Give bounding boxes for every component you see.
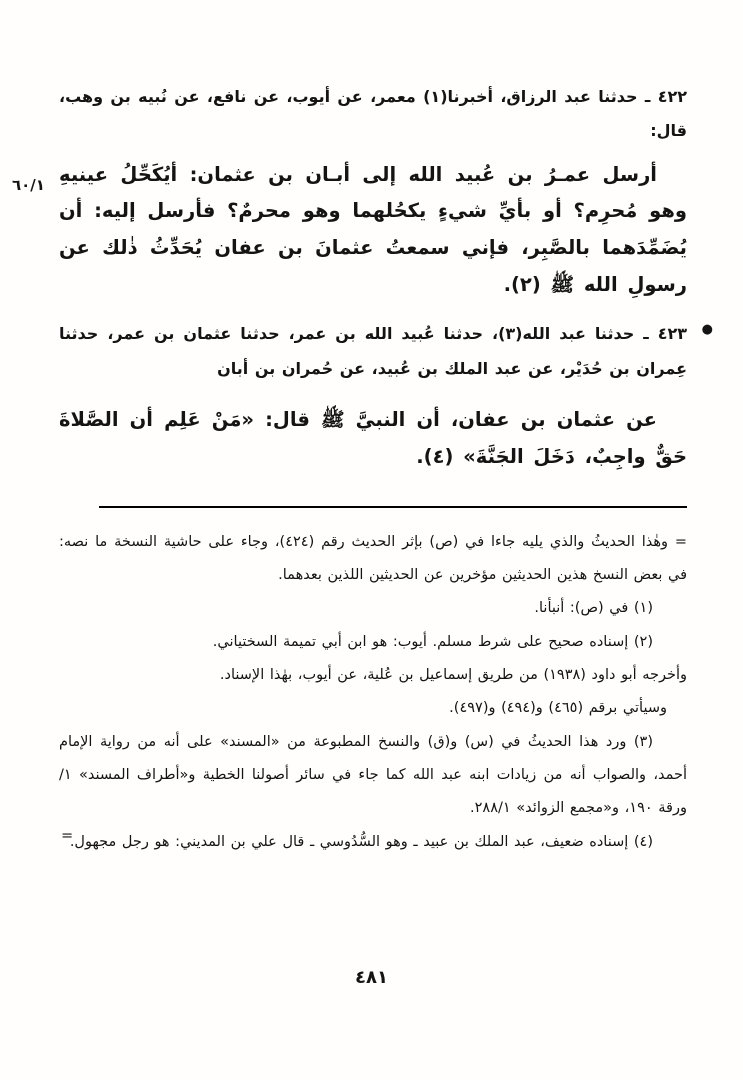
footnote-continuation-mark: =	[61, 827, 74, 844]
page-number: ٤٨١	[355, 967, 388, 988]
hadith-422-isnad: ٤٢٢ ـ حدثنا عبد الرزاق، أخبرنا(١) معمر، عن أيوب، عن نافع، عن نُبيه بن وهب، قال:	[59, 87, 687, 141]
footnote-2-takhrij: وأخرجه أبو داود (١٩٣٨) من طريق إسماعيل بن عُلية، عن أيوب، بهٰذا الإسناد.	[219, 666, 687, 683]
hadith-423-isnad-text: ٤٢٣ ـ حدثنا عبد الله(٣)، حدثنا عُبيد الله بن عمر، حدثنا عثمان بن عمر، حدثنا عِمران بن حُدَيْر، عن عبد الملك بن عُبيد، عن حُمران بن أبان	[59, 324, 687, 378]
footnote-3: (٣) ورد هذا الحديثُ في (س) و(ق) والنسخ المطبوعة من «المسند» على أنه من رواية الإمام أحمد، والصواب أنه من زيادات ابنه عبد الله كما جاء في سائر أصولنا الخطية و«أطراف المسند» ١/ورقة ١٩٠، و«مجمع الزوائد» ٢٨٨/١.	[59, 733, 687, 817]
hadith-423-matn: عن عثمان بن عفان، أن النبيَّ ﷺ قال: «مَنْ عَلِم أن الصَّلاةَ حَقٌّ واجِبٌ، دَخَلَ الجَنَّةَ» (٤).	[59, 408, 687, 468]
main-text-block	[59, 80, 713, 859]
footnote-continuation-intro: = وهٰذا الحديثُ والذي يليه جاءا في (ص) بإثر الحديث رقم (٤٢٤)، وجاء على حاشية النسخة ما نصه: في بعض النسخ هذين الحديثين مؤخرين عن الحديثين اللذين بعدهما.	[59, 533, 687, 583]
hadith-423-isnad	[59, 317, 713, 386]
marginal-volume-page-ref: ٦٠/١	[12, 176, 45, 194]
footnote-2-crossrefs: وسيأتي برقم (٤٦٥) و(٤٩٤) و(٤٩٧).	[449, 700, 667, 717]
footnote-4: (٤) إسناده ضعيف، عبد الملك بن عبيد ـ وهو السُّدُوسي ـ قال علي بن المديني: هو رجل مجهول.	[69, 833, 653, 850]
footnotes-block	[59, 526, 687, 859]
hadith-addition-bullet-icon: ●	[701, 322, 713, 338]
footnote-1: (١) في (ص): أنبأنا.	[534, 600, 653, 617]
footnote-separator-rule	[99, 506, 687, 508]
footnote-2: (٢) إسناده صحيح على شرط مسلم. أيوب: هو ابن أبي تميمة السختياني.	[212, 633, 653, 650]
hadith-422-matn: أرسل عمـرُ بن عُبيد الله إلى أبـان بن عثمان: أيُكَحِّلُ عينيهِ وهو مُحرِم؟ أو بأيِّ شيءٍ يكحُلهما وهو محرمٌ؟ فأرسل إليه: أن يُضَمِّدَهما بالصَّبِر، فإني سمعتُ عثمانَ بن عفان يُحَدِّثُ ذٰلك عن رسولِ الله ﷺ (٢).	[59, 162, 687, 296]
